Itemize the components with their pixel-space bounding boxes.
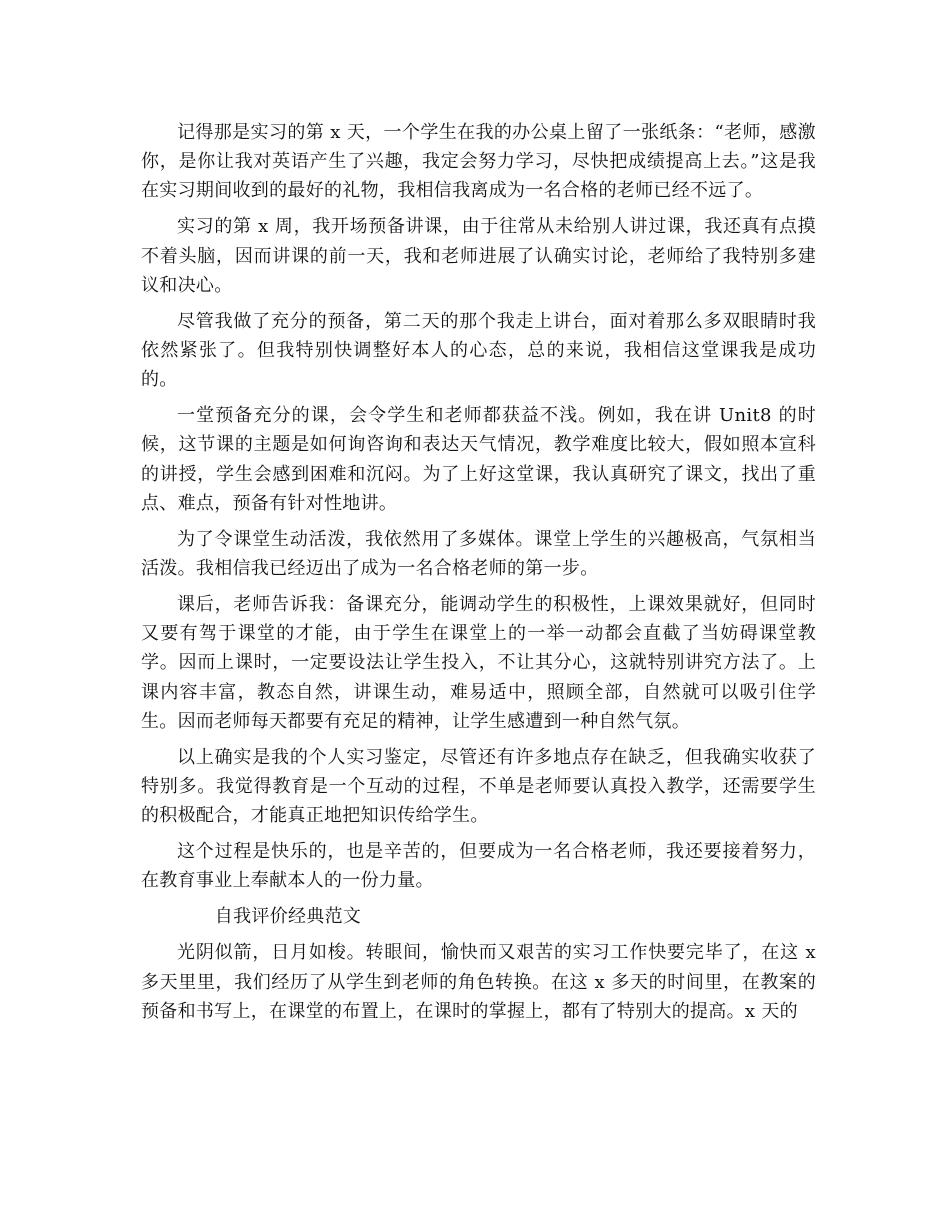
- section-heading: 自我评价经典范文: [214, 906, 362, 928]
- paragraph-multimedia: 为了令课堂生动活泼，我依然用了多媒体。课堂上学生的兴趣极高，气氛相当活泼。我相信我已经迈出了成为一名合格老师的第一步。: [141, 528, 816, 580]
- paragraph-nervous-on-stage: 尽管我做了充分的预备，第二天的那个我走上讲台，面对着那么多双眼睛时我依然紧张了。但我特别快调整好本人的心态，总的来说，我相信这堂课我是成功的。: [141, 310, 816, 391]
- paragraph-internship-summary: 以上确实是我的个人实习鉴定，尽管还有许多地点存在缺乏，但我确实收获了特别多。我觉得教育是一个互动的过程，不单是老师要认真投入教学，还需要学生的积极配合，才能真正地把知识传给学生。: [141, 746, 816, 827]
- paragraph-first-lecture: 实习的第 x 周，我开场预备讲课，由于往常从未给别人讲过课，我还真有点摸不着头脑，因而讲课的前一天，我和老师进展了认确实讨论，老师给了我特别多建议和决心。: [141, 216, 816, 296]
- paragraph-keep-working: 这个过程是快乐的，也是辛苦的，但要成为一名合格老师，我还要接着努力，在教育事业上奉献本人的一份力量。: [141, 841, 816, 892]
- paragraph-unit8-lesson: 一堂预备充分的课，会令学生和老师都获益不浅。例如，我在讲 Unit8 的时候，这节课的主题是如何询咨询和表达天气情况，教学难度比较大，假如照本宣科的讲授，学生会感到困难和沉闷。为了上好这堂课，我认真研究了课文，找出了重点、难点，预备有针对性地讲。: [141, 405, 816, 514]
- paragraph-teacher-advice: 课后，老师告诉我：备课充分，能调动学生的积极性，上课效果就好，但同时又要有驾于课堂的才能，由于学生在课堂上的一举一动都会直截了当妨碍课堂教学。因而上课时，一定要设法让学生投入，不让其分心，这就特别讲究方法了。上课内容丰富，教态自然，讲课生动，难易适中，照顾全部，自然就可以吸引住学生。因而老师每天都要有充足的精神，让学生感遭到一种自然气氛。: [141, 594, 816, 732]
- paragraph-note-from-student: 记得那是实习的第 x 天，一个学生在我的办公桌上留了一张纸条：“老师，感激你，是你让我对英语产生了兴趣，我定会努力学习，尽快把成绩提高上去。”这是我在实习期间收到的最好的礼物，我相信我离成为一名合格的老师已经不远了。: [141, 122, 816, 202]
- document-body: [141, 118, 816, 1033]
- paragraph-time-flies: 光阴似箭，日月如梭。转眼间，愉快而又艰苦的实习工作快要完毕了，在这 x 多天里里，我们经历了从学生到老师的角色转换。在这 x 多天的时间里，在教案的预备和书写上，在课堂的布置上，在课时的掌握上，都有了特别大的提高。x 天的: [141, 942, 816, 1022]
